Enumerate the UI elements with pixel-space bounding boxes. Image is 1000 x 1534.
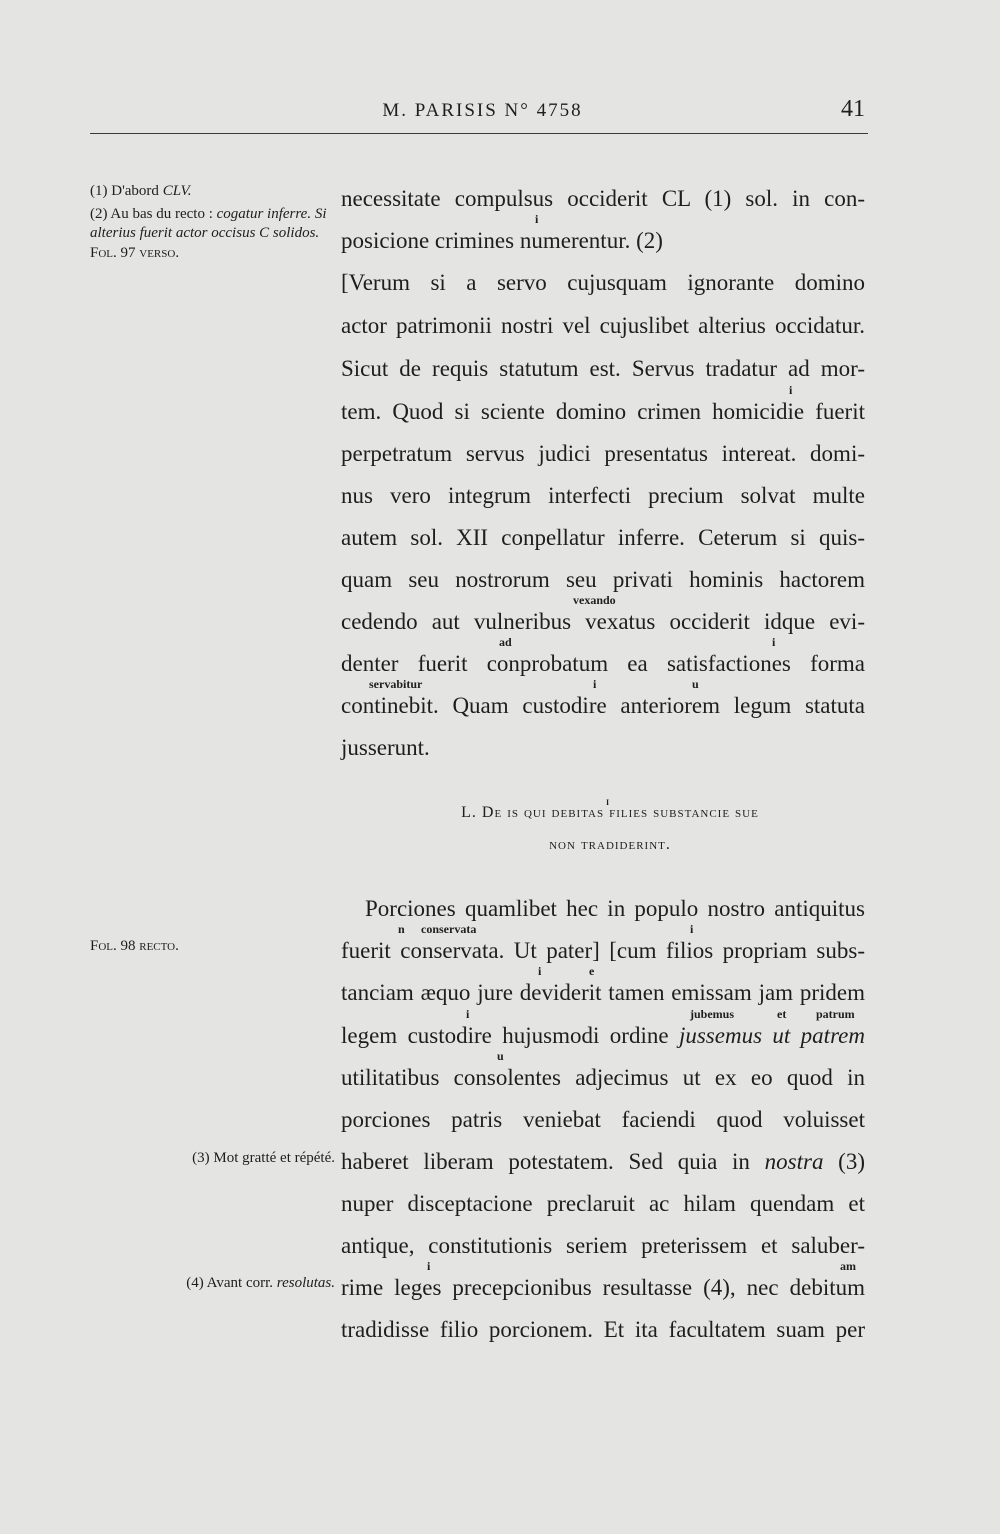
gloss: u — [497, 1049, 504, 1063]
text-line-23: antique, constitutionis seriem preterissem et saluber- — [341, 1233, 865, 1258]
gloss: ad — [499, 635, 512, 649]
text-line-13: servabitur i u continebit. Quam custodire anteriorem legum statuta — [341, 677, 865, 718]
text-line-19: u utilitatibus consolentes adjecimus ut ex eo quod in — [341, 1049, 865, 1090]
gloss: am — [840, 1259, 856, 1273]
text-line-10: quam seu nostrorum seu privati hominis hactorem — [341, 567, 865, 592]
gloss: patrum — [816, 1007, 855, 1021]
folio-97-verso: Fol. 97 verso. — [90, 245, 180, 261]
gloss: i — [789, 383, 793, 397]
gloss: i — [690, 922, 694, 936]
text-line-20: porciones patris veniebat faciendi quod voluisset — [341, 1107, 865, 1132]
page-number: 41 — [841, 96, 865, 122]
gloss: jubemus — [690, 1007, 735, 1021]
gloss: i — [772, 635, 776, 649]
page-header — [90, 96, 875, 130]
text-line-17: i e tanciam æquo jure deviderit tamen emissam jam pridem — [341, 964, 865, 1005]
text-line-9: autem sol. XII conpellatur inferre. Ceterum si quis- — [341, 525, 865, 550]
gloss: servabitur — [369, 677, 423, 691]
text-line-4: actor patrimonii nostri vel cujuslibet alterius occidatur. — [341, 313, 865, 338]
text-line-6: i tem. Quod si sciente domino crimen homicidie fuerit — [341, 383, 865, 424]
gloss: conservata — [421, 922, 477, 936]
text-line-5: Sicut de requis statutum est. Servus tradatur ad mor- — [341, 356, 865, 381]
gloss: u — [692, 677, 699, 691]
text-line-22: nuper disceptacione preclaruit ac hilam quendam et — [341, 1191, 865, 1216]
note-3: (3) Mot gratté et répété. — [192, 1150, 335, 1166]
gloss: e — [589, 964, 595, 978]
text-line-16: n conservata i fuerit conservata. Ut pater] [cum filios propriam subs- — [341, 922, 865, 963]
gloss: n — [398, 922, 405, 936]
text-line-11: vexando cedendo aut vulneribus vexatus occiderit idque evi- — [341, 593, 865, 634]
text-line-12: ad i denter fuerit conprobatum ea satisfactiones forma — [341, 635, 865, 676]
folio-98-recto: Fol. 98 recto. — [90, 938, 179, 954]
text-line-18: i jubemus et patrum legem custodire hujusmodi ordine jussemus ut patrem — [341, 1007, 865, 1048]
header-rule — [90, 133, 868, 134]
text-line-8: nus vero integrum interfecti precium solvat multe — [341, 483, 865, 508]
text-line-7: perpetratum servus judici presentatus intereat. domi- — [341, 441, 865, 466]
gloss: i — [535, 212, 539, 226]
note-1: (1) D'abord CLV. — [90, 183, 192, 199]
text-line-21: haberet liberam potestatem. Sed quia in nostra (3) — [341, 1149, 865, 1174]
margin-notes-top — [90, 182, 330, 263]
text-line-15: Porciones quamlibet hec in populo nostro antiquitus — [365, 896, 865, 921]
gloss: i — [538, 964, 542, 978]
text-line-3: [Verum si a servo cujusquam ignorante domino — [341, 270, 865, 295]
section-heading-line-1: i L. De is qui debitas filies substancie sue — [461, 794, 759, 821]
text-line-24: i am rime leges precepcionibus resultasse (4), nec debitum — [341, 1259, 865, 1300]
gloss: i — [427, 1259, 431, 1273]
note-2: (2) Au bas du recto : cogatur inferre. Si alterius fuerit actor occisus C solidos. — [90, 206, 327, 241]
gloss: i — [606, 794, 611, 808]
text-line-1: necessitate compulsus occiderit CL (1) sol. in con- — [341, 186, 865, 211]
note-4: (4) Avant corr. resolutas. — [186, 1275, 335, 1291]
running-title: M. PARISIS N° 4758 — [382, 100, 583, 121]
gloss: i — [466, 1007, 470, 1021]
gloss: vexando — [573, 593, 616, 607]
gloss: i — [593, 677, 597, 691]
text-line-14: jusserunt. — [341, 735, 430, 760]
text-line-25: tradidisse filio porcionem. Et ita facultatem suam per — [341, 1317, 865, 1342]
text-line-2: i posicione crimines numerentur. (2) — [341, 212, 663, 253]
gloss: et — [777, 1007, 787, 1021]
section-heading-line-2: non tradiderint. — [549, 836, 671, 853]
